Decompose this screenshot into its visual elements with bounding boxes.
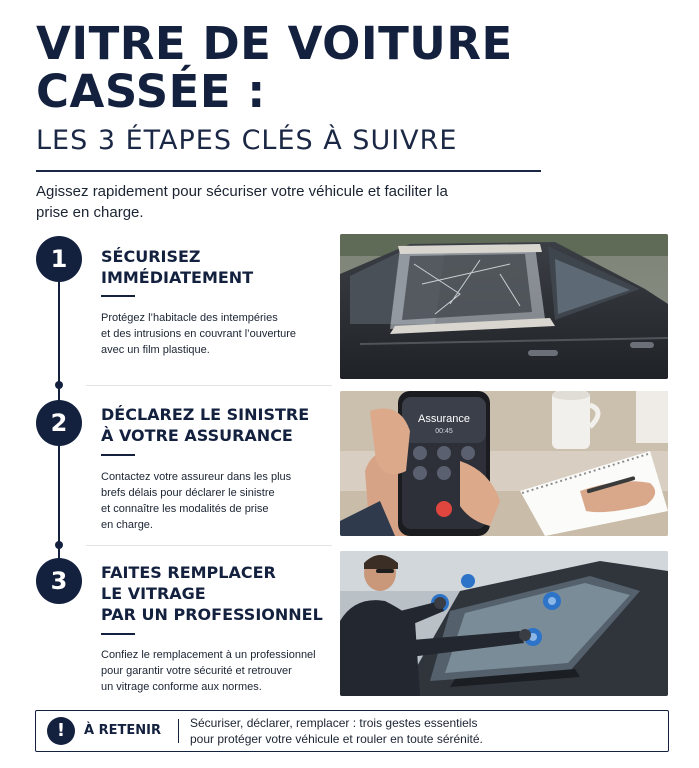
step-separator [86,545,332,546]
step-1-number-badge: 1 [36,236,82,282]
page-title-line-2: CASSÉE : [36,65,266,118]
photo-car-covered-window [340,234,668,379]
page-title [36,17,513,118]
timeline-dot [55,381,63,389]
step-3-title: FAITES REMPLACER LE VITRAGE PAR UN PROFESSIONNEL [101,563,323,624]
step-3-number-badge: 3 [36,558,82,604]
key-takeaway-divider [178,719,179,743]
step-1-title-underline [101,295,135,297]
phone-caller-name: Assurance [418,413,470,425]
step-2-title-underline [101,454,135,456]
key-takeaway-box [35,710,669,752]
step-1-description: Protégez l’habitacle des intempéries et des intrusions en couvrant l’ouverture avec un film plastique. [101,312,297,356]
phone-call-timer: 00:45 [435,428,453,435]
step-2-title: DÉCLAREZ LE SINISTRE À VOTRE ASSURANCE [101,405,310,445]
header-divider [36,170,541,172]
key-takeaway-text: Sécuriser, déclarer, remplacer : trois gestes essentiels pour protéger votre véhicule et rouler en toute sérénité. [190,716,483,746]
exclamation-icon: ! [47,717,75,745]
intro-text: Agissez rapidement pour sécuriser votre véhicule et faciliter la prise en charge. [36,183,448,221]
page-subtitle: LES 3 ÉTAPES CLÉS À SUIVRE [36,125,458,156]
page-title-line-1: VITRE DE VOITURE [36,17,513,70]
timeline-dot [55,541,63,549]
photo-windshield-replacement [340,551,668,696]
step-2-number-badge: 2 [36,400,82,446]
step-2-description: Contactez votre assureur dans les plus brefs délais pour déclarer le sinistre et connaître les modalités de prise en charge. [101,471,292,531]
step-1-title: SÉCURISEZ IMMÉDIATEMENT [101,247,254,287]
photo-phone-call-insurance [340,391,668,536]
step-3-description: Confiez le remplacement à un professionnel pour garantir votre sécurité et retrouver un vitrage conforme aux normes. [101,649,316,693]
step-3-title-underline [101,633,135,635]
key-takeaway-label: À RETENIR [84,723,161,738]
step-separator [86,385,332,386]
